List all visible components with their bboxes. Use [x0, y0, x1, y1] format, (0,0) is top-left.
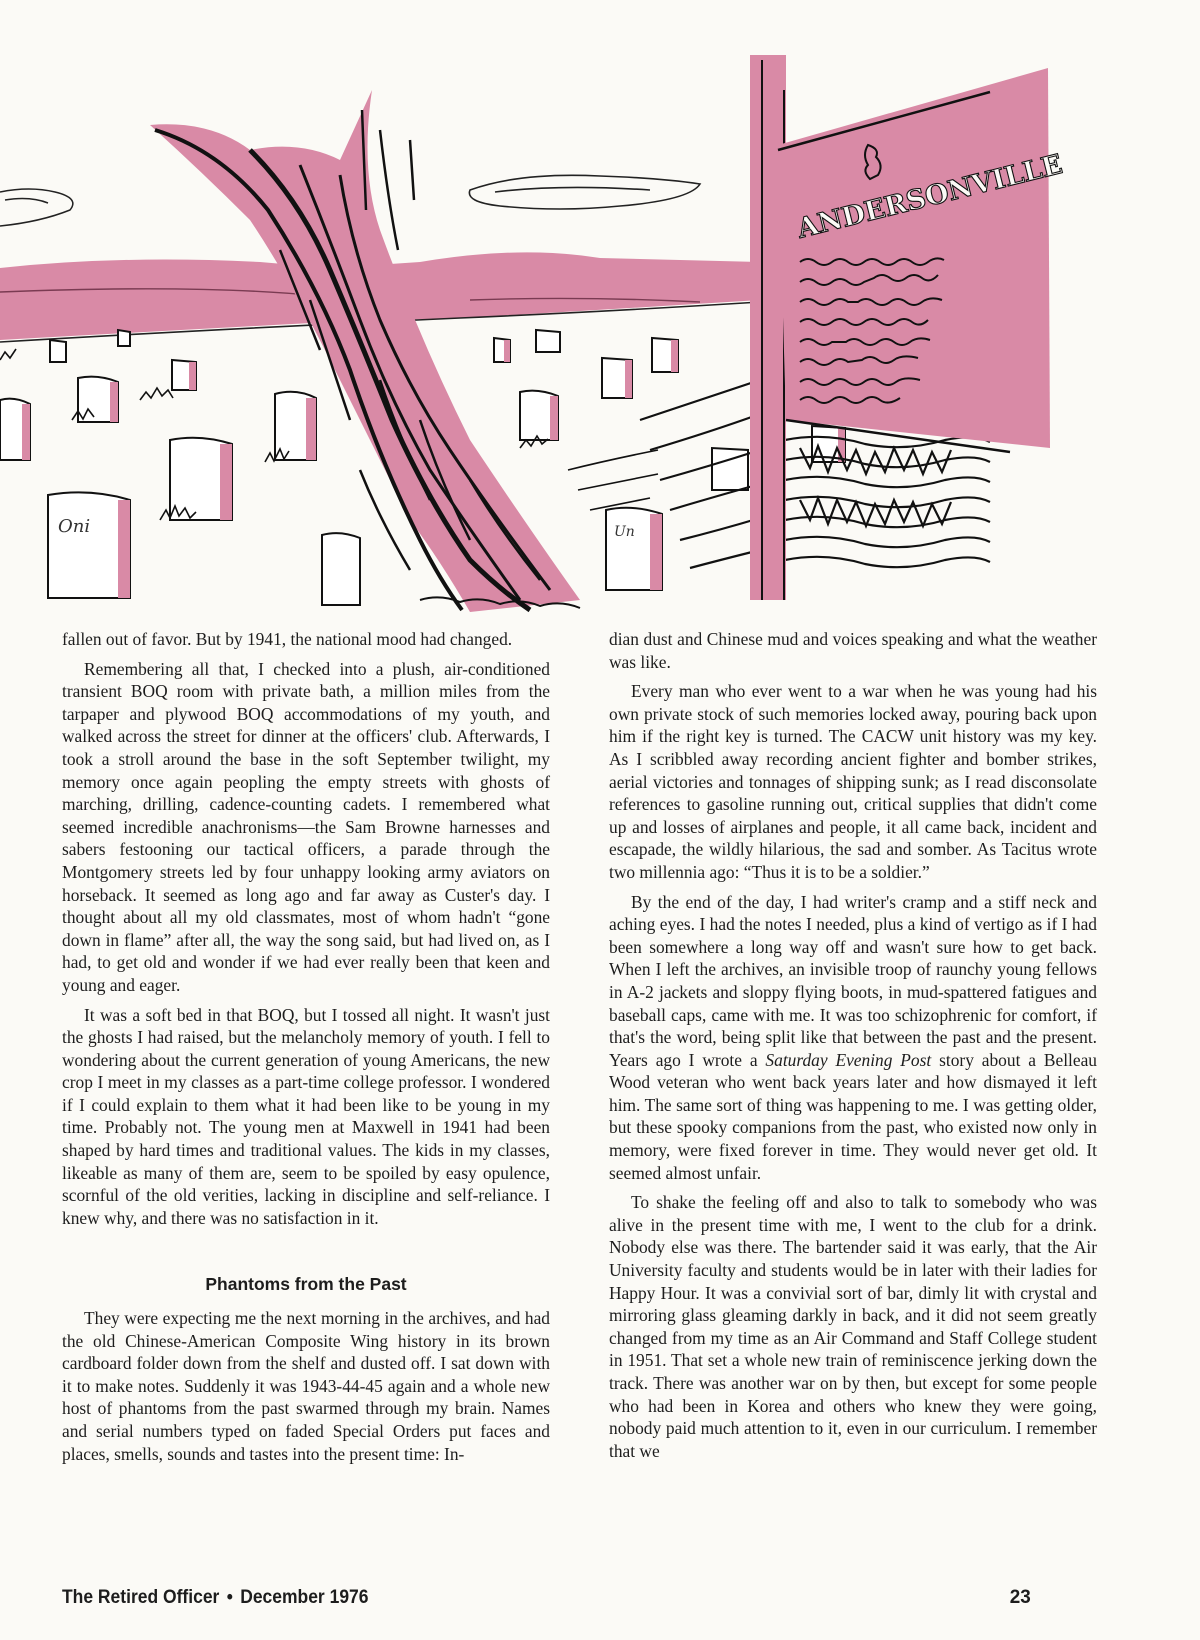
- page-footer: [62, 1587, 1030, 1609]
- tree-trunk: [150, 90, 580, 612]
- headstone: [172, 360, 196, 390]
- bullet-separator: •: [226, 1587, 233, 1608]
- footer-publication-line: [62, 1587, 368, 1609]
- paragraph: dian dust and Chinese mud and voices speaking and what the weather was like.: [609, 629, 1097, 672]
- paragraph: [609, 891, 1097, 1185]
- magazine-title: Saturday Evening Post: [765, 1049, 932, 1070]
- headstone-inscription: Oni: [58, 516, 91, 537]
- paragraph-text: By the end of the day, I had writer's cramp and a stiff neck and aching eyes. I had the notes I needed, plus a kind of vertigo as if I had been somewhere a long way off and wasn't sure how to get back. When I left the archives, an invisible troop of raunchy young fellows in A-2 jackets and sloppy flying boots, in mud-spattered fatigues and baseball caps, came with me. It was too schizophrenic for comfort, if that's the word, being split like that between the past and the present. Years ago I wrote a: [609, 891, 1097, 1070]
- paragraph: Remembering all that, I checked into a plush, air-conditioned transient BOQ room with private bath, a million miles from the tarpaper and plywood BOQ accommodations of my youth, and walked across the street for dinner at the officers' club. Afterwards, I took a stroll around the base in the soft September twilight, my memory once again peopling the empty streets with ghosts of marching, drilling, cadence-counting cadets. I remembered what seemed incredible anachronisms—the Sam Browne harnesses and sabers festooning our tactical officers, a parade through the Montgomery streets led by four unhappy looking army aviators on horseback. It seemed as long ago and far away as Custer's day. I thought about all my old classmates, most of whom hadn't “gone down in flame” after all, the way the song said, but had lived on, as I had, to get old and wonder if we had ever really been that keen and young and eager.: [62, 658, 550, 995]
- headstone-inscription: Un: [614, 524, 635, 540]
- right-column: [609, 628, 1097, 1469]
- headstone: [602, 358, 632, 398]
- cloud-left: [0, 189, 73, 226]
- issue-date: December 1976: [240, 1587, 369, 1608]
- headstone: [118, 330, 130, 346]
- publication-name: The Retired Officer: [62, 1587, 220, 1608]
- headstone: [48, 492, 130, 598]
- cloud-center: [469, 175, 700, 209]
- headstone: [536, 330, 560, 352]
- headstone: [50, 340, 66, 362]
- sign-title: ANDERSONVILLE: [794, 148, 1066, 245]
- headstone: [520, 391, 558, 440]
- headstone: [78, 377, 118, 422]
- headstone: [0, 399, 30, 460]
- left-column: [62, 628, 550, 1472]
- paragraph: Every man who ever went to a war when he was young had his own private stock of such memories locked away, pouring back upon him if the right key is turned. The CACW unit history was my key. As I scribbled away recording ancient fighter and bomber strikes, aerial victories and tonnages of shipping sunk; as I read disconsolate references to gasoline running out, critical supplies that didn't come up and losses of airplanes and people, it all came back, incident and escapade, the wildly hilarious, the sad and somber. As Tacitus wrote two millennia ago: “Thus it is to be a soldier.”: [609, 681, 1097, 882]
- paragraph: It was a soft bed in that BOQ, but I tossed all night. It wasn't just the ghosts I had raised, but the melancholy memory of youth. I fell to wondering about the current generation of young Americans, the new crop I meet in my classes as a part-time college professor. I wondered if I could explain to them what it had been like to be young in my time. Probably not. The young men at Maxwell in 1941 had been shaped by hard times and traditional values. The kids in my classes, likeable as many of them are, seem to be spoiled by easy opulence, scornful of the old verities, lacking in discipline and self-reliance. I knew why, and there was no satisfaction in it.: [62, 1004, 550, 1228]
- paragraph: They were expecting me the next morning in the archives, and had the old Chinese-American Composite Wing history in its brown cardboard folder down from the shelf and dusted off. I sat down with it to make notes. Suddenly it was 1943-44-45 again and a whole new host of phantoms from the past swarmed through my brain. Names and serial numbers typed on faded Special Orders put faces and places, smells, sounds and tastes into the present time: In-: [62, 1308, 550, 1464]
- section-heading: Phantoms from the Past: [205, 1274, 407, 1295]
- andersonville-cemetery-illustration: [0, 0, 1200, 625]
- paragraph-text: story about a Belleau Wood veteran who went back years later and how dismayed it left him. The same sort of thing was happening to me. I was getting older, but these spooky companions from the past, who existed now only in memory, were fixed forever in time. They would never get old. It seemed almost unfair.: [609, 1049, 1097, 1183]
- paragraph: To shake the feeling off and also to talk to somebody who was alive in the present time with me, I went to the club for a drink. Nobody else was there. The bartender said it was early, that the Air University faculty and students would be in later with their ladies for Happy Hour. It was a convivial sort of bar, dimly lit with crystal and mirroring glass gleaming darkly in back, and it did not seem greatly changed from my time as an Air Command and Staff College student in 1951. That set a whole new train of reminiscence jerking down the track. There was another war on by then, but except for some people who had been in Korea and others who knew they were going, nobody paid much attention to it, even in our curriculum. I remember that we: [609, 1192, 1097, 1461]
- headstone: [494, 338, 510, 362]
- headstone: [652, 338, 678, 372]
- headstone: [322, 533, 360, 605]
- paragraph: fallen out of favor. But by 1941, the national mood had changed.: [62, 629, 513, 649]
- headstone: [170, 438, 232, 520]
- headstone: [712, 448, 748, 490]
- headstone: [606, 508, 662, 590]
- page-number: 23: [1009, 1587, 1031, 1608]
